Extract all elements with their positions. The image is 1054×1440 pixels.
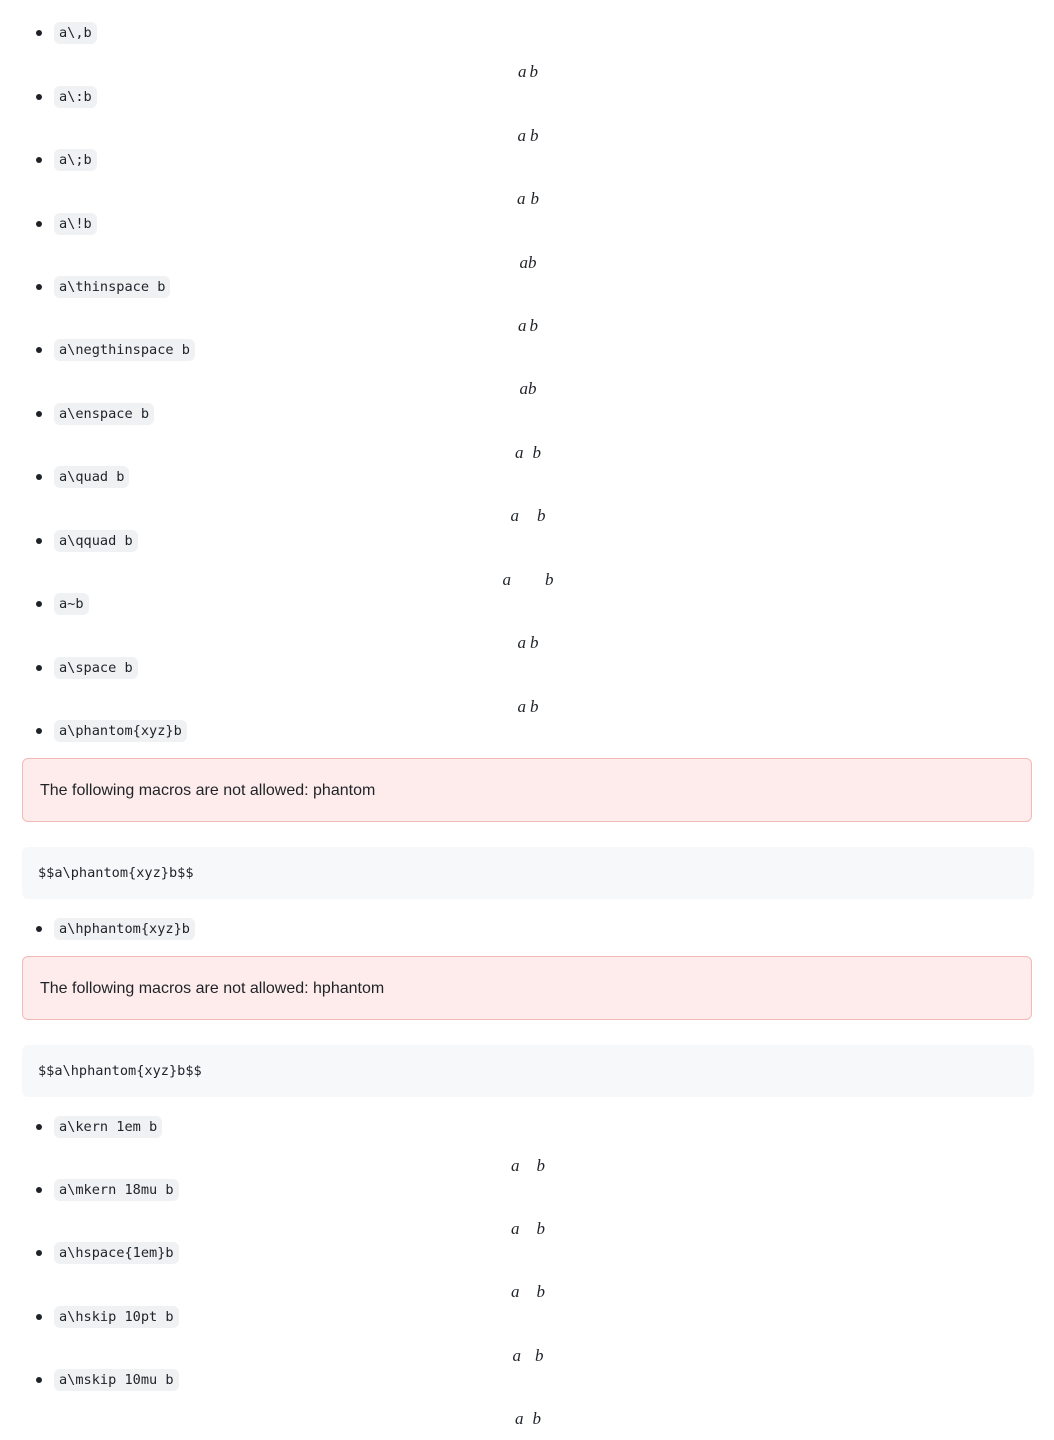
bullet-icon — [36, 94, 42, 100]
list-item — [0, 84, 1054, 110]
math-display: a b — [511, 1219, 545, 1238]
list-item — [0, 464, 1054, 490]
bullet-icon — [36, 284, 42, 290]
math-display: a b — [518, 316, 538, 335]
list-item — [0, 401, 1054, 427]
bullet-icon — [36, 1124, 42, 1130]
bullet-icon — [36, 728, 42, 734]
bullet-icon — [36, 221, 42, 227]
bullet-icon — [36, 601, 42, 607]
error-message: The following macros are not allowed: hphantom — [40, 980, 385, 997]
list-item — [0, 147, 1054, 173]
math-display: a b — [511, 1156, 545, 1175]
list-item — [0, 591, 1054, 617]
math-display: a b — [515, 443, 541, 462]
inline-code: a~b — [54, 593, 89, 615]
bullet-icon — [36, 1314, 42, 1320]
list-item — [0, 916, 1054, 942]
inline-code: a\thinspace b — [54, 276, 170, 298]
inline-code: a\phantom{xyz}b — [54, 720, 187, 742]
list-item — [0, 1177, 1054, 1203]
bullet-icon — [36, 1187, 42, 1193]
list-item — [0, 1240, 1054, 1266]
bullet-icon — [36, 1250, 42, 1256]
inline-code: a\hspace{1em}b — [54, 1242, 179, 1264]
code-block — [22, 847, 1034, 899]
bullet-icon — [36, 347, 42, 353]
math-display: a b — [511, 1282, 545, 1301]
math-display: a b — [517, 697, 539, 716]
error-alert — [22, 956, 1032, 1020]
list-item — [0, 20, 1054, 46]
bullet-icon — [36, 538, 42, 544]
inline-code: a\:b — [54, 86, 97, 108]
inline-code: a\mskip 10mu b — [54, 1369, 179, 1391]
inline-code: a\space b — [54, 657, 138, 679]
code-block-source: $$a\hphantom{xyz}b$$ — [38, 1063, 202, 1079]
error-alert — [22, 758, 1032, 822]
list-item — [0, 211, 1054, 237]
list-item — [0, 1367, 1054, 1393]
math-display: a b — [510, 506, 546, 525]
math-display: a b — [512, 1346, 544, 1365]
inline-code: a\qquad b — [54, 530, 138, 552]
list-item — [0, 274, 1054, 300]
inline-code: a\!b — [54, 213, 97, 235]
math-display: a b — [502, 570, 554, 589]
list-item — [0, 1304, 1054, 1330]
math-display: ab — [519, 253, 537, 272]
bullet-icon — [36, 665, 42, 671]
list-item — [0, 718, 1054, 744]
math-display: a b — [517, 189, 539, 208]
bullet-icon — [36, 1377, 42, 1383]
bullet-icon — [36, 157, 42, 163]
inline-code: a\negthinspace b — [54, 339, 195, 361]
code-block-source: $$a\phantom{xyz}b$$ — [38, 865, 194, 881]
math-display: a b — [517, 126, 539, 145]
inline-code: a\quad b — [54, 466, 129, 488]
list-item — [0, 655, 1054, 681]
bullet-icon — [36, 30, 42, 36]
inline-code: a\;b — [54, 149, 97, 171]
math-display: a b — [518, 62, 538, 81]
code-block — [22, 1045, 1034, 1097]
error-message: The following macros are not allowed: phantom — [40, 782, 376, 799]
inline-code: a\hskip 10pt b — [54, 1306, 179, 1328]
inline-code: a\mkern 18mu b — [54, 1179, 179, 1201]
bullet-icon — [36, 926, 42, 932]
list-item — [0, 528, 1054, 554]
inline-code: a\,b — [54, 22, 97, 44]
list-item — [0, 1114, 1054, 1140]
inline-code: a\kern 1em b — [54, 1116, 162, 1138]
inline-code: a\enspace b — [54, 403, 154, 425]
inline-code: a\hphantom{xyz}b — [54, 918, 195, 940]
bullet-icon — [36, 411, 42, 417]
list-item — [0, 337, 1054, 363]
bullet-icon — [36, 474, 42, 480]
math-display: ab — [519, 379, 537, 398]
math-display: a b — [515, 1409, 541, 1428]
math-display: a b — [517, 633, 539, 652]
